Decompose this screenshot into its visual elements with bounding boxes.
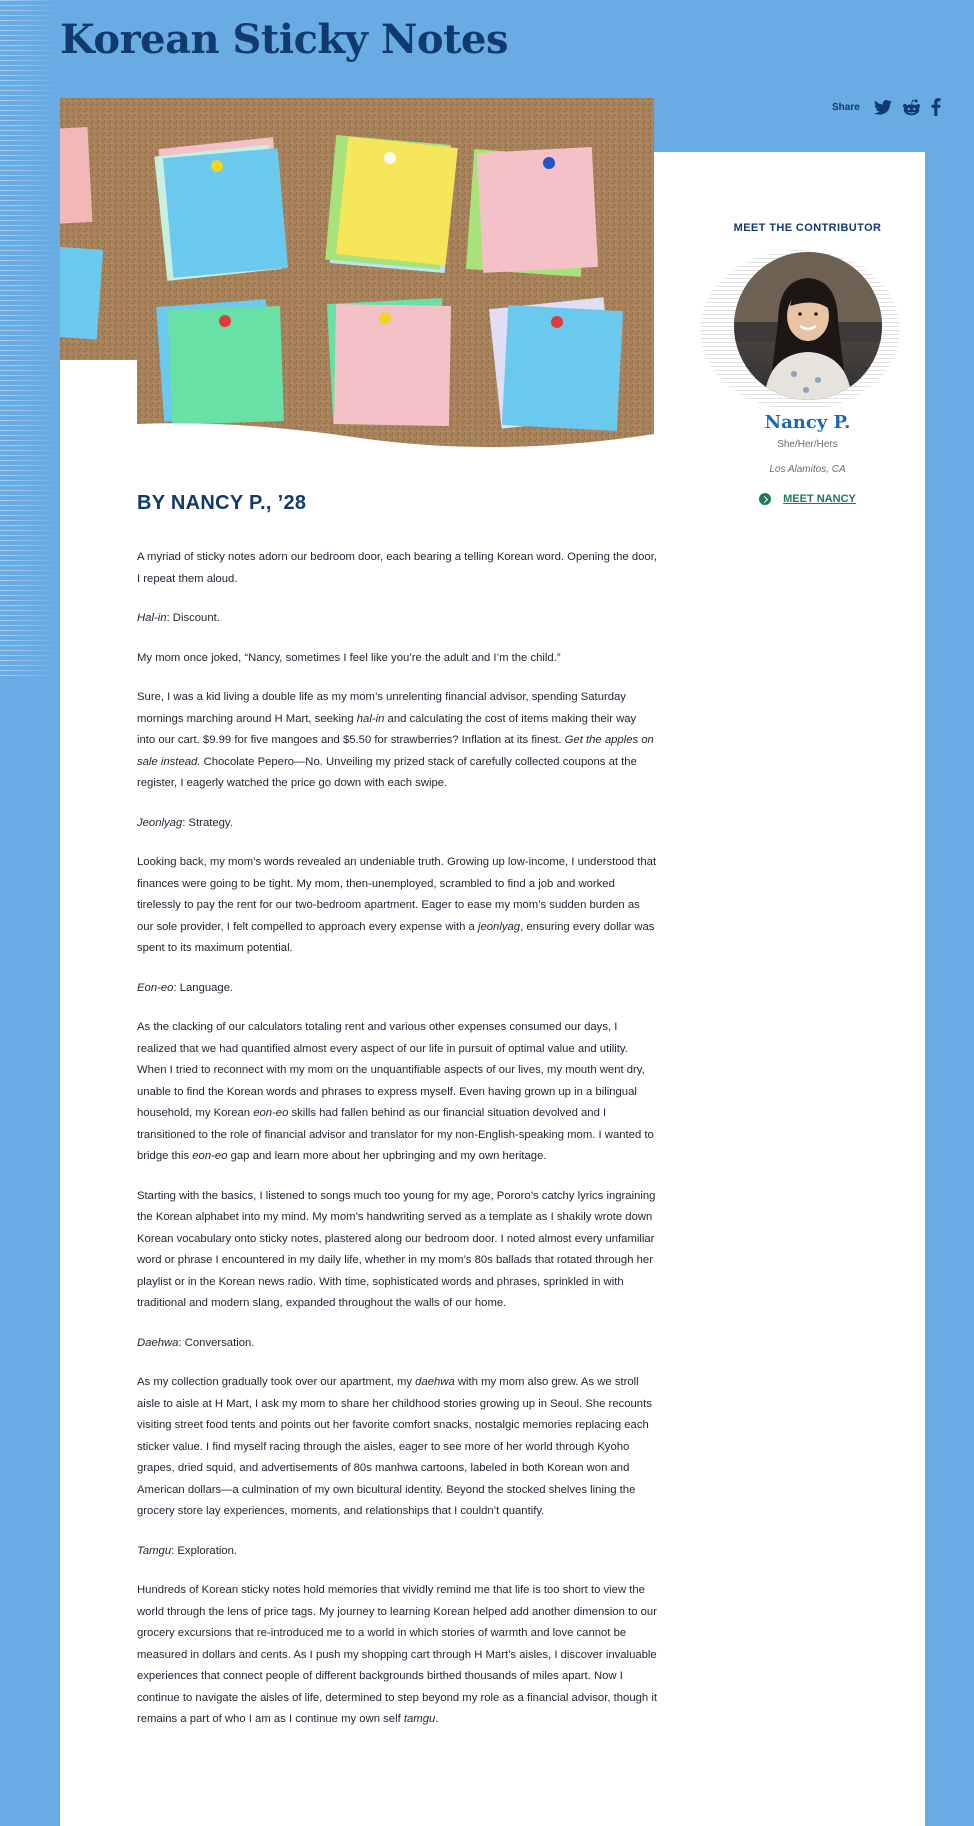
essay-paragraph	[137, 1580, 657, 1731]
essay-term-line	[137, 1333, 657, 1355]
contributor-name: Nancy P.	[764, 412, 851, 433]
meet-contributor-label: MEET NANCY	[783, 493, 856, 505]
korean-term: eon-eo	[192, 1150, 228, 1162]
text-run: Sure, I was a kid living a double life as my mom’s unrelenting financial advisor, spending Saturday mornings marching around H Mart, seeking	[137, 691, 626, 725]
korean-term: Eon-eo	[137, 981, 174, 994]
text-run: .	[435, 1713, 439, 1725]
text-run: As my collection gradually took over our apartment, my	[137, 1376, 416, 1388]
korean-term: eon-eo	[253, 1107, 289, 1119]
facebook-icon[interactable]	[931, 98, 941, 116]
meet-contributor-link[interactable]	[759, 493, 856, 505]
text-run: Hundreds of Korean sticky notes hold memories that vividly remind me that life is too short to view the world through the lens of price tags. My journey to learning Korean helped add another dimension to our grocery excursions that re-introduced me to a world in which stories of warmth and love cannot be measured in dollars and cents. As I push my shopping cart through H Mart’s aisles, I discover invaluable experiences that connect people of different backgrounds birthed thousands of miles apart. Now I continue to navigate the aisles of life, determined to step beyond my role as a financial advisor, though it remains a part of who I am as I continue my own self	[137, 1584, 657, 1725]
korean-term: jeonlyag	[477, 920, 521, 933]
korean-term: hal-in	[356, 712, 385, 725]
text-run: with my mom also grew. As we stroll aisle to aisle at H Mart, I ask my mom to share her childhood stories growing up in Seoul. She recounts visiting street food tents and points out her favorite comfort snacks, nostalgic memories replacing each sticker value. I find myself racing through the aisles, eager to see more of her world through Kyoho grapes, dried squid, and advertisements of 80s manhwa cartoons, labeled in both Korean won and American dollars—a culmination of my own bicultural identity. Beyond the stocked shelves lining the grocery store lay experiences, moments, and relationships that I couldn’t quantify.	[137, 1376, 652, 1517]
text-run: As the clacking of our calculators totaling rent and various other expenses consumed our days, I realized that we had quantified almost every aspect of our life in pursuit of optimal value and utility. When I tried to reconnect with my mom on the unquantifiable aspects of our lives, my mouth went dry, unable to find the Korean words and phrases to express myself. Even having grown up in a bilingual household, my Korean	[137, 1021, 645, 1119]
term-definition: : Exploration.	[171, 1544, 238, 1557]
emphasis-text: Get the apples on sale instead.	[137, 734, 654, 768]
korean-term: tamgu	[403, 1713, 436, 1725]
twitter-icon[interactable]	[874, 100, 892, 115]
korean-term: Hal-in	[137, 612, 167, 624]
share-bar	[832, 96, 941, 118]
essay-paragraph	[137, 687, 657, 795]
korean-term: Tamgu	[137, 1544, 172, 1557]
text-run: Looking back, my mom’s words revealed an undeniable truth. Growing up low-income, I understood that finances were going to be tight. My mom, then-unemployed, scrambled to find a job and worked tirelessly to pay the rent for our two-bedroom apartment. Eager to ease my mom’s sudden burden as our sole provider, I felt compelled to approach every expense with a	[137, 856, 657, 933]
term-definition: : Conversation.	[178, 1336, 255, 1349]
text-run: , ensuring every dollar was spent to its maximum potential.	[137, 920, 655, 954]
essay-paragraph: My mom once joked, “Nancy, sometimes I feel like you’re the adult and I’m the child.”	[137, 651, 561, 664]
byline: BY NANCY P., ’28	[137, 492, 307, 514]
korean-term: Jeonlyag	[137, 816, 183, 829]
contributor-location: Los Alamitos, CA	[769, 464, 846, 475]
reddit-icon[interactable]	[902, 99, 921, 116]
essay-paragraph	[137, 852, 657, 960]
essay-term-line	[137, 608, 657, 630]
essay-body	[137, 547, 657, 1749]
text-run: and calculating the cost of items making their way into our cart. $9.99 for five mangoes and $5.50 for strawberries? Inflation at its finest.	[137, 712, 637, 746]
text-run: gap and learn more about her upbringing and my own heritage.	[227, 1150, 547, 1162]
essay-term-line	[137, 813, 657, 835]
decorative-stripes	[0, 0, 60, 680]
essay-paragraph	[137, 1017, 657, 1168]
page-title: Korean Sticky Notes	[60, 16, 508, 63]
term-definition: : Strategy.	[182, 816, 233, 829]
contributor-avatar	[734, 252, 882, 400]
korean-term: Daehwa	[137, 1336, 179, 1349]
term-definition: : Language.	[173, 981, 234, 994]
term-definition: : Discount.	[166, 612, 220, 624]
essay-paragraph: Starting with the basics, I listened to songs much too young for my age, Pororo’s catchy lyrics ingraining the Korean alphabet into my mind. My mom’s handwriting served as a template as I shakily wrote down Korean vocabulary onto sticky notes, plastered along our bedroom door. I noted almost every unfamiliar word or phrase I encountered in my daily life, whether in my mom’s 80s ballads that rotated through her playlist or in the Korean news radio. With time, sophisticated words and phrases, sprinkled in with traditional and modern slang, expanded throughout the walls of our home.	[137, 1189, 656, 1309]
essay-paragraph: A myriad of sticky notes adorn our bedroom door, each bearing a telling Korean word. Opening the door, I repeat them aloud.	[137, 551, 657, 585]
share-label: Share	[832, 101, 860, 113]
text-run: Chocolate Pepero—No. Unveiling my prized stack of carefully collected coupons at the register, I eagerly watched the price go down with each swipe.	[137, 755, 637, 789]
contributor-sidebar	[710, 222, 905, 510]
hero-image	[60, 98, 654, 448]
essay-term-line	[137, 978, 657, 1000]
meet-contributor-heading: MEET THE CONTRIBUTOR	[733, 222, 882, 234]
text-run: skills had fallen behind as our financial situation devolved and I transitioned to the role of financial advisor and translator for my non-English-speaking mom. I wanted to bridge this	[137, 1107, 654, 1162]
korean-term: daehwa	[415, 1376, 455, 1388]
arrow-right-circle-icon	[759, 493, 771, 505]
essay-term-line	[137, 1541, 657, 1563]
essay-paragraph	[137, 1372, 657, 1523]
contributor-pronouns: She/Her/Hers	[777, 439, 838, 450]
